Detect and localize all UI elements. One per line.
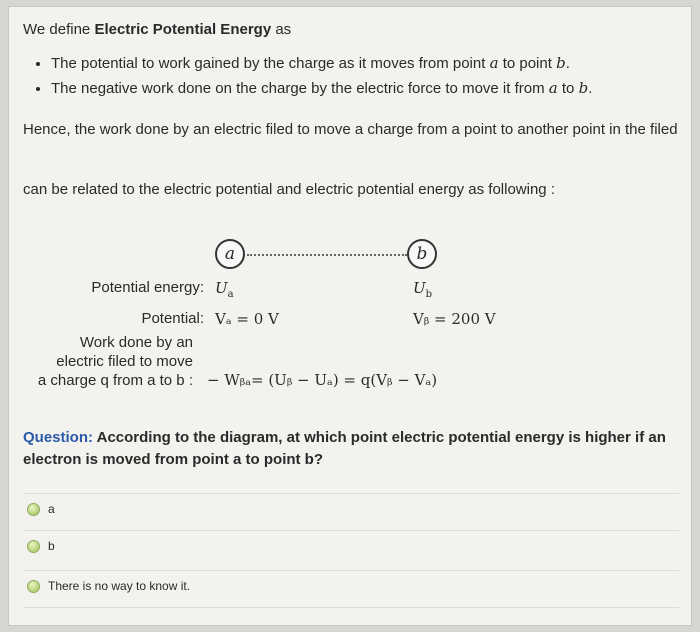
definition-mid: to [557, 80, 579, 97]
question-label: Question: [23, 429, 93, 446]
option-divider [23, 530, 679, 531]
vb-expression: Vᵦ = 200 V [413, 310, 496, 328]
option-divider [23, 607, 679, 608]
option-label: a [48, 502, 55, 516]
definition-text: The potential to work gained by the charge as it moves from point [51, 55, 490, 72]
definition-mid: to point [498, 55, 557, 72]
intro-bold-term: Electric Potential Energy [94, 21, 272, 38]
definition-list [31, 51, 592, 101]
ua-value [215, 279, 234, 300]
point-b-circle: b [407, 239, 437, 269]
work-label-line: Work done by an [79, 334, 193, 351]
option-b[interactable] [27, 536, 55, 556]
potential-energy-label: Potential energy: [91, 279, 204, 296]
ub-subscript: b [425, 289, 433, 300]
ua-subscript: a [227, 289, 234, 300]
intro-prefix: We define [23, 21, 95, 38]
ub-symbol: U [413, 279, 426, 297]
option-divider [23, 493, 679, 494]
work-equation: − Wᵦₐ= (Uᵦ − Uₐ) = q(Vᵦ − Vₐ) [207, 371, 438, 389]
ub-value [413, 279, 432, 300]
question-text [23, 427, 683, 471]
dotted-connector [247, 254, 407, 256]
work-label-line: electric filed to move [56, 353, 193, 370]
definition-end: . [565, 55, 570, 72]
work-label [23, 333, 193, 390]
definition-item [51, 51, 592, 76]
radio-button[interactable] [27, 503, 40, 516]
point-a-inline: a [548, 79, 558, 97]
question-body: According to the diagram, at which point electric potential energy is higher if an electron is moved from point a to point b? [23, 429, 666, 468]
point-a-inline: a [489, 54, 499, 72]
radio-button[interactable] [27, 540, 40, 553]
question-card [8, 6, 692, 626]
option-c[interactable] [27, 576, 190, 596]
option-divider [23, 570, 679, 571]
definition-text: The negative work done on the charge by the electric force to move it from [51, 80, 549, 97]
work-label-line: a charge q from a to b : [37, 372, 193, 389]
paragraph-relation: can be related to the electric potential and electric potential energy as following : [23, 181, 555, 198]
point-b-inline: b [578, 79, 589, 97]
option-a[interactable] [27, 499, 55, 519]
option-label: There is no way to know it. [48, 579, 191, 593]
option-label: b [48, 539, 55, 553]
potential-label: Potential: [141, 310, 204, 327]
definition-item [51, 76, 592, 101]
radio-button[interactable] [27, 580, 40, 593]
paragraph-work-done: Hence, the work done by an electric filed to move a charge from a point to another point in the filed [23, 121, 678, 138]
point-a-circle: a [215, 239, 245, 269]
ua-symbol: U [215, 279, 228, 297]
point-b-inline: b [556, 54, 566, 72]
definition-end: . [588, 80, 593, 97]
intro-line [23, 21, 291, 38]
va-expression: Vₐ = 0 V [215, 310, 279, 328]
intro-suffix: as [271, 21, 292, 38]
